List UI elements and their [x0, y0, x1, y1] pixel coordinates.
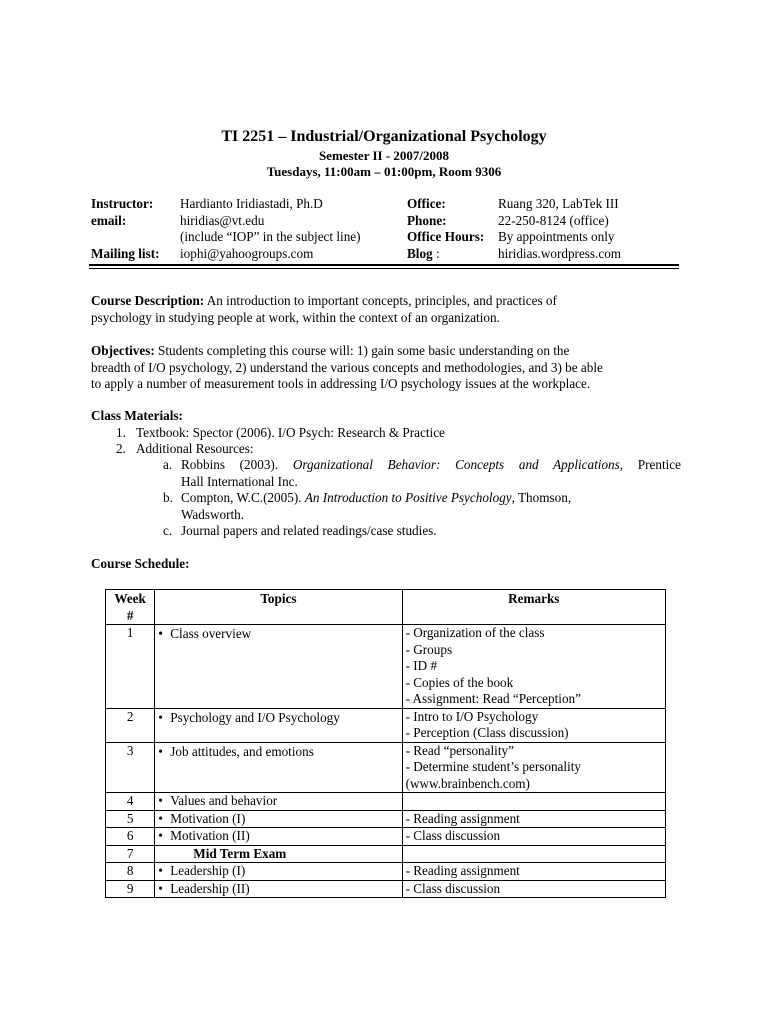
course-description: [91, 293, 681, 326]
table-row: [106, 845, 666, 863]
mailing-list-label: Mailing list:: [91, 245, 160, 261]
blog-value[interactable]: hiridias.wordpress.com: [498, 245, 622, 261]
bullet-icon: •: [158, 626, 163, 641]
phone-value: 22-250-8124 (office): [498, 212, 609, 228]
resource-b-line1: [181, 490, 681, 507]
office-label: Office:: [407, 196, 446, 211]
objectives-label: Objectives:: [91, 343, 155, 358]
table-row: [106, 810, 666, 828]
resource-a-line1: [181, 457, 681, 474]
topic-text: Job attitudes, and emotions: [170, 743, 314, 759]
topic-cell: [155, 810, 402, 828]
table-row: [106, 625, 666, 709]
remarks-cell: [402, 742, 665, 793]
remarks-cell: [402, 863, 665, 881]
resource-a-letter: a.: [163, 457, 173, 472]
objectives: [91, 343, 681, 393]
topic-text: Psychology and I/O Psychology: [170, 709, 340, 725]
instructor-label: Instructor:: [91, 196, 154, 211]
topic-cell: [155, 708, 402, 742]
week-number: 9: [106, 880, 155, 898]
week-number: 1: [106, 625, 155, 709]
remarks-cell: [402, 625, 665, 709]
table-row: [106, 793, 666, 811]
week-number: 7: [106, 845, 155, 863]
resource-a-title: Organizational Behavior: Concepts and Applications: [292, 457, 620, 472]
course-description-line1: [91, 293, 681, 310]
topic-text: Mid Term Exam: [193, 845, 287, 861]
bullet-icon: •: [158, 810, 163, 826]
resource-c-text: Journal papers and related readings/case studies.: [181, 523, 437, 538]
header-divider-thin: [89, 268, 679, 269]
materials-item2-text: Additional Resources:: [136, 441, 254, 456]
table-row: [106, 880, 666, 898]
email-note-value: (include “IOP” in the subject line): [180, 229, 361, 244]
objectives-text1: Students completing this course will: 1) gain some basic understanding on the: [154, 343, 570, 358]
topic-text: Values and behavior: [170, 793, 278, 808]
table-row: [106, 828, 666, 846]
phone-label: Phone:: [407, 212, 447, 228]
objectives-line1: [91, 343, 681, 360]
bullet-icon: •: [158, 709, 163, 725]
remark-line: - Class discussion: [405, 880, 501, 896]
resource-b-post: , Thomson,: [511, 490, 572, 505]
resource-a-post: , Prentice: [619, 457, 681, 472]
remark-line: - Read “personality”: [405, 742, 514, 758]
week-header-line1: Week: [114, 591, 146, 606]
table-row: [106, 742, 666, 793]
resource-b-pre: Compton, W.C.(2005).: [181, 490, 305, 505]
class-materials-heading: Class Materials:: [91, 408, 183, 423]
course-description-label: Course Description:: [91, 293, 205, 308]
remarks-cell: [402, 880, 665, 898]
office-hours-label: Office Hours:: [407, 229, 485, 244]
week-number: 8: [106, 863, 155, 881]
resource-c-letter: c.: [163, 523, 173, 538]
course-schedule-table: [105, 589, 666, 898]
materials-item2-number: 2.: [116, 441, 126, 456]
course-schedule-heading: Course Schedule:: [91, 556, 190, 571]
week-number: 6: [106, 828, 155, 846]
blog-label-text: Blog: [407, 245, 433, 261]
remarks-cell: [402, 845, 665, 863]
resource-b-title: An Introduction to Positive Psychology: [304, 490, 512, 505]
week-number: 2: [106, 708, 155, 742]
materials-item1-number: 1.: [116, 425, 126, 440]
bullet-icon: •: [158, 793, 163, 808]
topic-cell: [155, 793, 402, 811]
week-number: 5: [106, 810, 155, 828]
remark-line: (www.brainbench.com): [405, 775, 530, 791]
remarks-cell: [402, 828, 665, 846]
mailing-list-value[interactable]: iophi@yahoogroups.com: [180, 245, 314, 261]
resource-a: [181, 457, 681, 490]
week-number: 4: [106, 793, 155, 811]
objectives-line2: breadth of I/O psychology, 2) understand the various concepts and methodologies, and 3) be able: [91, 359, 603, 375]
remark-line: - Copies of the book: [405, 674, 514, 690]
week-number: 3: [106, 742, 155, 793]
resource-b-line2: Wadsworth.: [181, 506, 245, 522]
bullet-icon: •: [158, 880, 163, 896]
table-row: [106, 708, 666, 742]
schedule-line: Tuesdays, 11:00am – 01:00pm, Room 9306: [266, 164, 502, 179]
remarks-cell: [402, 810, 665, 828]
email-value[interactable]: hiridias@vt.edu: [180, 212, 265, 228]
office-hours-value: By appointments only: [498, 229, 615, 244]
topic-cell: [155, 880, 402, 898]
bullet-icon: •: [158, 743, 163, 759]
instructor-value: Hardianto Iridiastadi, Ph.D: [180, 196, 323, 211]
week-header-line2: #: [126, 607, 134, 623]
topic-cell: [155, 828, 402, 846]
table-row: [106, 863, 666, 881]
remark-line: - Class discussion: [405, 828, 501, 843]
remark-line: - ID #: [405, 658, 438, 673]
remark-line: - Intro to I/O Psychology: [405, 708, 539, 724]
topic-text: Leadership (II): [170, 880, 250, 896]
office-value: Ruang 320, LabTek III: [498, 196, 619, 211]
course-title: TI 2251 – Industrial/Organizational Psychology: [221, 128, 547, 145]
topic-cell: [155, 845, 402, 863]
resource-a-pre: Robbins (2003).: [181, 457, 293, 472]
topics-column-header: Topics: [155, 590, 402, 625]
remarks-column-header: Remarks: [402, 590, 665, 625]
topic-text: Motivation (I): [170, 810, 246, 826]
remark-line: - Reading assignment: [405, 863, 520, 878]
resource-b: [181, 490, 681, 523]
remarks-cell: [402, 793, 665, 811]
schedule-header-row: [106, 590, 666, 625]
remark-line: - Groups: [405, 641, 453, 657]
course-description-line2: psychology in studying people at work, within the context of an organization.: [91, 309, 500, 325]
bullet-icon: •: [158, 863, 163, 878]
topic-cell: [155, 625, 402, 709]
remark-line: - Organization of the class: [405, 625, 545, 640]
remark-line: - Assignment: Read “Perception”: [405, 691, 581, 706]
resource-b-letter: b.: [163, 490, 173, 505]
topic-text: Class overview: [170, 626, 252, 641]
remark-line: - Reading assignment: [405, 810, 520, 826]
semester-line: Semester II - 2007/2008: [318, 148, 450, 163]
topic-cell: [155, 863, 402, 881]
remark-line: - Perception (Class discussion): [405, 725, 569, 740]
topic-text: Leadership (I): [170, 863, 246, 878]
remarks-cell: [402, 708, 665, 742]
remark-line: - Determine student’s personality: [405, 759, 581, 774]
resource-a-line2: Hall International Inc.: [181, 473, 298, 489]
course-description-text1: An introduction to important concepts, principles, and practices of: [204, 293, 557, 308]
materials-item1-text: Textbook: Spector (2006). I/O Psych: Research & Practice: [136, 425, 445, 440]
bullet-icon: •: [158, 828, 163, 843]
header-divider-thick: [89, 264, 679, 266]
email-label: email:: [91, 212, 127, 228]
topic-cell: [155, 742, 402, 793]
blog-label-colon: :: [432, 245, 440, 261]
topic-text: Motivation (II): [170, 828, 250, 843]
objectives-line3: to apply a number of measurement tools in addressing I/O psychology issues at the workplace.: [91, 376, 591, 391]
week-column-header: [106, 590, 155, 625]
blog-label: [407, 246, 440, 263]
